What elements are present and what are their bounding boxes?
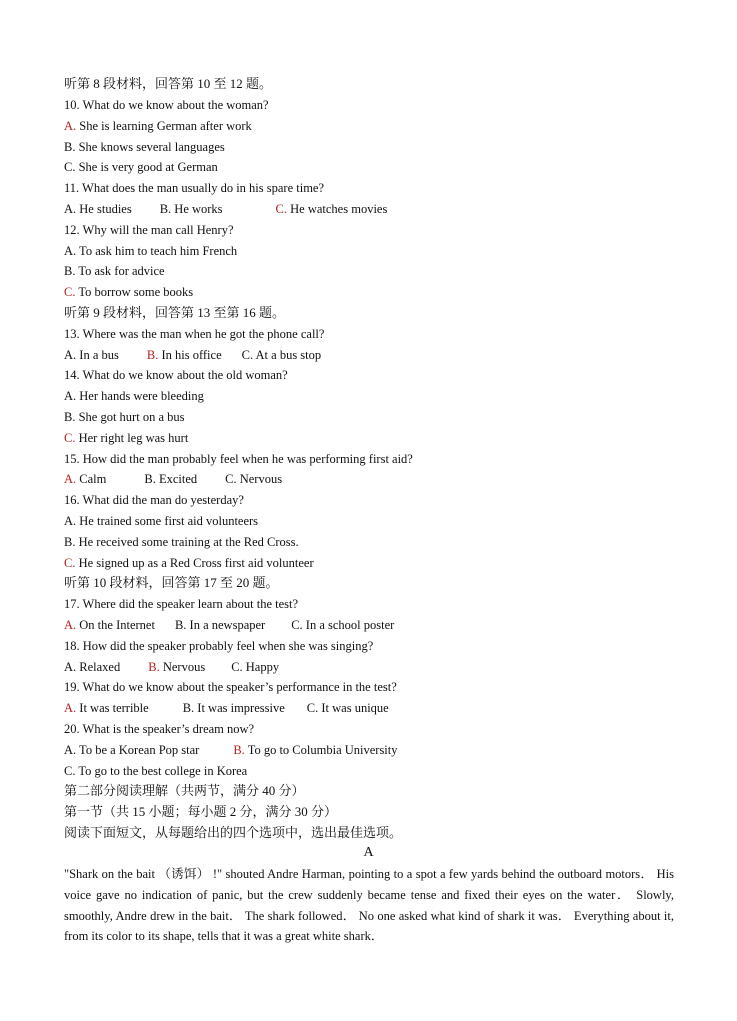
passage-text: "Shark on the bait （诱饵） !" shouted Andre Harman, pointing to a spot a few yards behind the outboard motors． His voice gave no indication of panic, but the crew suddenly became tense and fixed their eyes on the water． Slowly, smoothly, Andre drew in the bait． The shark followed． No one asked what kind of shark it was． Everything about it, from its color to its shape, tells that it was a great white shark． — [64, 867, 674, 944]
option-15a: Calm — [76, 472, 107, 486]
option-16c — [64, 555, 314, 571]
option-20b: To go to Columbia University — [244, 743, 398, 757]
option-letter: B. — [233, 743, 245, 757]
question-10: 10. What do we know about the woman? — [64, 98, 269, 112]
option-11a: A. He studies — [64, 202, 132, 216]
option-20a: A. To be a Korean Pop star — [64, 743, 200, 757]
section-heading-8: 听第 8 段材料，回答第 10 至 12 题。 — [64, 76, 273, 91]
question-17: 17. Where did the speaker learn about the test? — [64, 597, 299, 611]
option-13b: In his office — [158, 348, 222, 362]
option-19c: C. It was unique — [306, 701, 389, 715]
question-18: 18. How did the speaker probably feel when she was singing? — [64, 639, 374, 653]
option-16b: B. He received some training at the Red Cross. — [64, 535, 299, 549]
question-13: 13. Where was the man when he got the phone call? — [64, 327, 325, 341]
option-letter: A. — [64, 119, 77, 133]
option-12a: A. To ask him to teach him French — [64, 244, 238, 258]
option-text: Her right leg was hurt — [75, 431, 189, 445]
option-12b: B. To ask for advice — [64, 264, 165, 278]
option-10b: B. She knows several languages — [64, 140, 225, 154]
option-16a: A. He trained some first aid volunteers — [64, 514, 259, 528]
question-19: 19. What do we know about the speaker’s performance in the test? — [64, 680, 397, 694]
options-18 — [64, 659, 279, 675]
option-17c: C. In a school poster — [291, 618, 395, 632]
options-13 — [64, 347, 321, 363]
option-11b: B. He works — [159, 202, 223, 216]
option-text: To borrow some books — [75, 285, 194, 299]
option-letter: A. — [64, 701, 77, 715]
section-heading-9: 听第 9 段材料，回答第 13 至第 16 题。 — [64, 305, 286, 320]
question-14: 14. What do we know about the old woman? — [64, 368, 288, 382]
option-13a: A. In a bus — [64, 348, 119, 362]
section-one-heading: 第一节（共 15 小题；每小题 2 分，满分 30 分） — [64, 804, 338, 819]
option-19a: It was terrible — [76, 701, 149, 715]
option-14b: B. She got hurt on a bus — [64, 410, 185, 424]
passage-label: A — [363, 845, 374, 860]
section-heading-10: 听第 10 段材料，回答第 17 至 20 题。 — [64, 575, 279, 590]
options-20 — [64, 742, 398, 758]
option-letter: B. — [148, 660, 160, 674]
option-20c: C. To go to the best college in Korea — [64, 764, 248, 778]
option-18b: Nervous — [159, 660, 206, 674]
option-text: He signed up as a Red Cross first aid volunteer — [75, 556, 314, 570]
option-letter: B. — [146, 348, 159, 362]
option-17a: On the Internet — [76, 618, 155, 632]
question-11: 11. What does the man usually do in his spare time? — [64, 181, 325, 195]
option-letter: C. — [64, 431, 76, 445]
option-11c: He watches movies — [287, 202, 388, 216]
option-letter: A. — [64, 472, 77, 486]
question-16: 16. What did the man do yesterday? — [64, 493, 244, 507]
part-two-heading: 第二部分阅读理解（共两节，满分 40 分） — [64, 783, 305, 798]
option-letter: C. — [275, 202, 288, 216]
option-15c: C. Nervous — [225, 472, 283, 486]
option-14a: A. Her hands were bleeding — [64, 389, 204, 403]
option-14c — [64, 430, 188, 446]
option-15b: B. Excited — [144, 472, 198, 486]
option-10c: C. She is very good at German — [64, 160, 218, 174]
reading-instruction: 阅读下面短文，从每题给出的四个选项中，选出最佳选项。 — [64, 825, 403, 840]
option-19b: B. It was impressive — [182, 701, 285, 715]
option-12c — [64, 284, 193, 300]
options-15 — [64, 471, 282, 487]
options-19 — [64, 700, 389, 716]
option-18a: A. Relaxed — [64, 660, 121, 674]
question-15: 15. How did the man probably feel when he was performing first aid? — [64, 452, 413, 466]
option-letter: C. — [64, 556, 76, 570]
options-11 — [64, 201, 387, 217]
option-10a — [64, 118, 252, 134]
options-17 — [64, 617, 394, 633]
option-18c: C. Happy — [231, 660, 280, 674]
option-letter: C. — [64, 285, 76, 299]
option-17b: B. In a newspaper — [174, 618, 266, 632]
question-20: 20. What is the speaker’s dream now? — [64, 722, 255, 736]
option-text: She is learning German after work — [76, 119, 252, 133]
question-12: 12. Why will the man call Henry? — [64, 223, 234, 237]
option-13c: C. At a bus stop — [241, 348, 322, 362]
option-letter: A. — [64, 618, 77, 632]
